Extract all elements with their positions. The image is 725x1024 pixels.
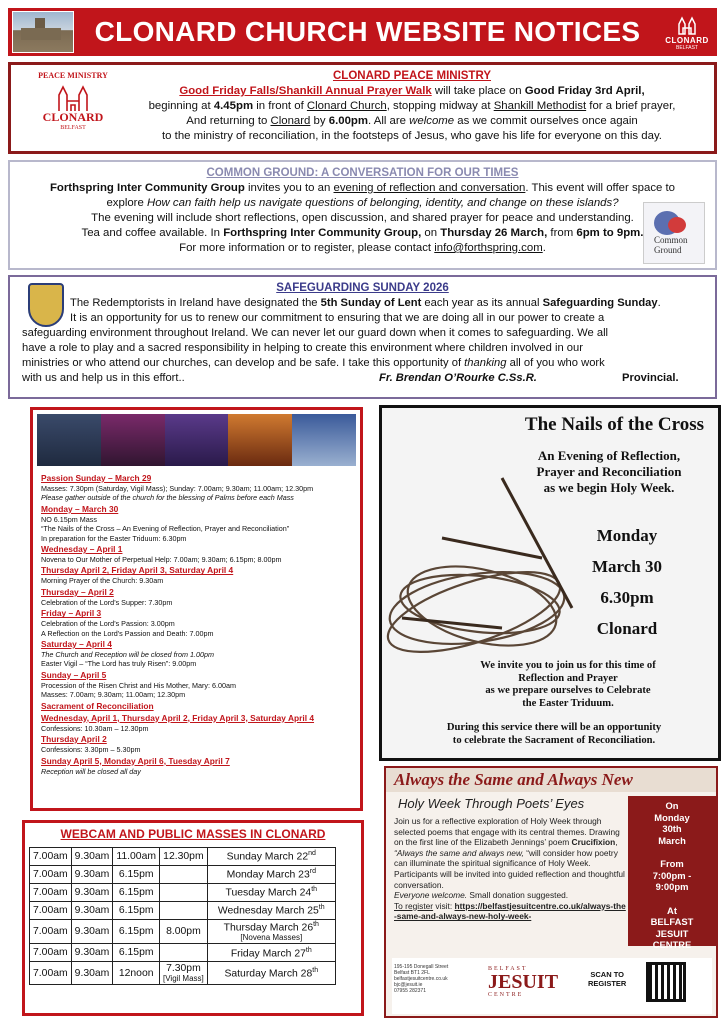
common-logo-text: Common Ground <box>654 235 688 255</box>
mass-time: 11.00am <box>116 851 157 862</box>
holy-week-schedule <box>30 407 363 811</box>
text: on <box>421 227 441 239</box>
text: Thursday 26 March, <box>440 227 548 239</box>
common-line-2 <box>14 196 711 211</box>
text: Monday <box>654 811 690 823</box>
text: visit: <box>433 900 455 911</box>
poets-para-1 <box>394 816 626 890</box>
schedule-line: Confessions: 10.30am – 12.30pm <box>41 723 149 733</box>
holy-week-banner <box>37 414 356 466</box>
text: welcome <box>409 115 455 127</box>
schedule-line: Celebration of the Lord’s Passion: 3.00pm <box>41 619 175 629</box>
poets-header <box>386 768 716 792</box>
mass-time: 7.00am <box>33 926 68 938</box>
text: Safeguarding Sunday <box>542 297 658 309</box>
shankill-methodist-link[interactable]: Shankill Methodist <box>493 100 587 112</box>
peace-line-4: to the ministry of reconciliation, in the footsteps of Jesus, who gave his life for everyone on this day. <box>162 130 662 142</box>
mass-time-cell <box>71 944 113 962</box>
poets-para-3 <box>394 901 626 922</box>
text: 4.45pm <box>213 100 254 112</box>
mass-day-suffix: nd <box>308 850 316 858</box>
church-outline-icon <box>53 83 93 113</box>
text: will take place on <box>431 85 525 97</box>
signature-role: Provincial. <box>622 372 679 384</box>
church-photo <box>12 11 74 53</box>
mass-time: 7.00am <box>33 905 68 916</box>
mass-time: 6.15pm <box>118 887 154 898</box>
common-line-1 <box>14 181 711 196</box>
mass-time-cell <box>160 866 208 884</box>
mass-time-cell <box>71 884 113 902</box>
schedule-note: Please gather outside of the church for the blessing of Palms before each Mass <box>41 493 294 503</box>
poets-event-details <box>628 796 716 950</box>
safeguarding-notice <box>8 275 717 399</box>
evening-link[interactable]: evening of reflection and conversation <box>333 182 526 194</box>
common-ground-notice <box>8 160 717 270</box>
text: Good Friday 3rd April, <box>524 85 645 97</box>
mass-time-cell <box>30 920 72 944</box>
text: “will consider how poetry can illuminate the spiritual significance of Holy Week. Participants will be invited into guided reflection and thoughtful conversation. <box>394 847 625 890</box>
safe-title: SAFEGUARDING SUNDAY 2026 <box>276 282 449 294</box>
mass-day: Monday March 23 <box>226 869 310 881</box>
peace-line-2 <box>115 99 709 114</box>
mass-time: 6.15pm <box>118 926 154 938</box>
text: from <box>547 227 577 239</box>
mass-day-cell <box>207 884 335 902</box>
banner-panel-palm <box>37 414 101 466</box>
text: To register <box>394 900 434 911</box>
nails-invite <box>422 660 714 710</box>
mass-day: Wednesday March 25 <box>217 905 319 917</box>
mass-row <box>30 884 336 902</box>
common-title: COMMON GROUND: A CONVERSATION FOR OUR TIMES <box>206 167 519 179</box>
schedule-heading: Thursday – April 2 <box>41 586 114 597</box>
safe-line-6 <box>22 371 712 386</box>
safe-line-1 <box>22 296 712 311</box>
text: thanking <box>464 357 507 369</box>
common-ground-logo <box>643 202 705 264</box>
church-icon <box>675 14 699 36</box>
mass-day: Saturday March 28 <box>224 968 313 980</box>
text: For more information or to register, please contact <box>179 242 435 254</box>
text: 9:00pm <box>655 881 689 892</box>
text: as we prepare ourselves to Celebrate <box>485 685 651 696</box>
schedule-heading: Passion Sunday – March 29 <box>41 473 152 483</box>
text: . This event will offer space to <box>525 182 676 194</box>
mass-note: [Vigil Mass] <box>163 974 204 984</box>
mass-time-cell <box>71 920 113 944</box>
logo-name: CLONARD <box>665 35 709 45</box>
text: BELFAST <box>650 916 694 927</box>
mass-time: 7.00am <box>33 947 68 959</box>
mass-row <box>30 848 336 866</box>
text: Forthspring Inter Community Group, <box>223 227 422 239</box>
mass-time: 6.15pm <box>118 905 154 916</box>
mass-time: 7.00am <box>33 887 68 898</box>
mass-day: Thursday March 26 <box>223 922 314 934</box>
text: invites you to an <box>244 182 334 194</box>
schedule-line: Masses: 7.00am; 9.30am; 11.00am; 12.30pm <box>41 690 186 700</box>
schedule-heading: Wednesday – April 1 <box>41 544 123 555</box>
text: to celebrate the Sacrament of Reconciliation. <box>452 734 656 746</box>
mass-time-cell <box>30 884 72 902</box>
schedule-line: Novena to Our Mother of Perpetual Help: 7.00am; 9.30am; 6.15pm; 8.00pm <box>41 555 282 565</box>
safe-line-4: have a role to play and a sacred responsibility in helping to create this environment where children involved in our <box>22 342 583 354</box>
page-header <box>8 8 717 56</box>
text: CENTRE <box>488 992 524 998</box>
text: Forthspring Inter Community Group <box>49 182 245 194</box>
banner-panel-crucifix <box>165 414 229 466</box>
text: bjc@jesuit.ie <box>394 982 423 988</box>
text: explore <box>106 197 147 209</box>
schedule-heading: Sunday April 5, Monday April 6, Tuesday April 7 <box>41 755 230 766</box>
mass-row <box>30 920 336 944</box>
mass-time-cell <box>30 866 72 884</box>
mass-time: 9.30am <box>74 851 110 862</box>
text: 7:00pm - <box>652 869 692 881</box>
peace-title: CLONARD PEACE MINISTRY <box>332 70 492 82</box>
text: REGISTER <box>588 979 627 988</box>
text: Small donation suggested. <box>467 890 569 901</box>
text: in front of <box>253 100 307 112</box>
webcam-title: WEBCAM AND PUBLIC MASSES IN CLONARD <box>60 827 326 841</box>
schedule-line: NO 6.15pm Mass <box>41 514 97 524</box>
schedule-line: Confessions: 3.30pm – 5.30pm <box>41 745 141 755</box>
poets-eyes-event <box>384 766 718 1018</box>
nails-title: The Nails of the Cross <box>524 414 704 435</box>
schedule-line: In preparation for the Easter Triduum: 6.30pm <box>41 533 187 543</box>
register-link[interactable]: https://belfastjesuitcentre.co.uk/always-the-same-and-always-new-holy-week- <box>394 900 626 922</box>
text: for a brief prayer, <box>586 100 676 112</box>
text: 07955 282371 <box>394 988 426 994</box>
spacer <box>628 846 716 858</box>
text: as we begin Holy Week. <box>543 480 675 495</box>
mass-row <box>30 866 336 884</box>
safe-title-wrap <box>14 281 711 296</box>
mass-time-cell <box>71 962 113 985</box>
mass-day-cell <box>207 902 335 920</box>
mass-time: 9.30am <box>74 887 110 898</box>
text: 195-195 Donegall Street <box>394 964 449 970</box>
peace-logo-top: PEACE MINISTRY <box>38 71 108 80</box>
text: Crucifixion <box>571 837 616 848</box>
peace-ministry-notice <box>8 62 717 154</box>
schedule-line: Morning Prayer of the Church: 9.30am <box>41 576 164 586</box>
text: 6.00pm <box>328 115 369 127</box>
schedule-line: Celebration of the Lord’s Supper: 7.30pm <box>41 597 173 607</box>
clonard-logo <box>661 9 713 55</box>
safe-line-5 <box>22 356 712 371</box>
mass-time-cell <box>30 944 72 962</box>
poets-para-2 <box>394 890 626 901</box>
mass-time: 6.15pm <box>118 947 154 959</box>
mass-table <box>29 847 336 985</box>
mass-row <box>30 962 336 985</box>
nails-date <box>572 520 682 644</box>
peace-text <box>115 69 709 144</box>
text: , stopping midway at <box>386 100 494 112</box>
text: “Always the same and always new, <box>394 847 524 858</box>
mass-row <box>30 902 336 920</box>
signature: Fr. Brendan O’Rourke C.Ss.R. <box>379 372 537 384</box>
mass-time-cell <box>160 920 208 944</box>
common-line-3: The evening will include short reflections, open discussion, and shared prayer for peace and understanding. <box>91 212 634 224</box>
text: On <box>665 800 679 811</box>
mass-time: 7.30pm <box>166 963 201 975</box>
peace-logo-sub: BELFAST <box>60 125 86 131</box>
qr-code-icon[interactable] <box>646 962 686 1002</box>
mass-day-suffix: rd <box>309 868 316 876</box>
mass-time-cell <box>160 962 208 985</box>
text: And returning to <box>186 115 271 127</box>
mass-time-cell <box>30 902 72 920</box>
peace-line-3 <box>115 114 709 129</box>
mass-time-cell <box>30 848 72 866</box>
mass-day-suffix: th <box>318 904 325 912</box>
safe-line-3: safeguarding environment throughout Ireland. We can never let our guard down when it comes to safeguarding. We all <box>22 327 609 339</box>
page-title: CLONARD CHURCH WEBSITE NOTICES <box>94 16 641 47</box>
text: beginning at <box>148 100 214 112</box>
schedule-line: Easter Vigil – “The Lord has truly Risen”: 9.00pm <box>41 659 197 669</box>
mass-time-cell <box>113 944 160 962</box>
text: Reflection and Prayer <box>518 672 618 684</box>
mass-time-cell <box>113 866 160 884</box>
mass-time-cell <box>160 902 208 920</box>
text: JESUIT <box>655 927 689 939</box>
mass-time: 9.30am <box>74 926 110 938</box>
text: with us and help us in this effort.. <box>22 372 185 384</box>
schedule-line: Procession of the Risen Christ and His Mother, Mary: 6.00am <box>41 680 236 690</box>
mass-time-cell <box>160 944 208 962</box>
text: . <box>542 242 546 254</box>
mass-time: 8.00pm <box>166 926 201 938</box>
mass-time-cell <box>71 902 113 920</box>
nails-of-the-cross-poster <box>379 405 721 761</box>
banner-panel-cross <box>101 414 165 466</box>
peace-logo-mid: CLONARD <box>42 110 104 124</box>
safe-text <box>22 296 712 386</box>
schedule-list <box>41 472 359 776</box>
text: all of you who work <box>506 357 605 369</box>
schedule-heading: Monday – March 30 <box>41 503 119 514</box>
mass-time-cell <box>113 848 160 866</box>
banner-panel-lily <box>292 414 356 466</box>
text: We invite you to join us for this time of <box>480 660 656 671</box>
mass-day-suffix: th <box>305 946 312 954</box>
text: Tea and coffee available. In <box>81 227 224 239</box>
mass-time-cell <box>113 884 160 902</box>
prayer-walk-link[interactable]: Good Friday Falls/Shankill Annual Prayer Walk <box>179 85 432 97</box>
mass-time: 7.00am <box>33 851 68 862</box>
text: CENTRE <box>652 939 692 950</box>
nails-subtitle <box>502 448 716 496</box>
mass-day: Tuesday March 24 <box>225 887 312 899</box>
spacer <box>628 893 716 905</box>
text: 6pm to 9pm. <box>576 227 644 239</box>
schedule-line: A Reflection on the Lord’s Passion and Death: 7.00pm <box>41 628 214 638</box>
mass-day: Friday March 27 <box>230 948 306 960</box>
schedule-heading: Thursday April 2 <box>41 734 107 745</box>
text: the Easter Triduum. <box>522 697 614 709</box>
mass-day-cell <box>207 866 335 884</box>
mass-time: 7.00am <box>33 967 68 979</box>
mass-day-suffix: th <box>312 967 319 975</box>
mass-time: 9.30am <box>74 967 110 979</box>
mass-day-cell <box>207 920 335 944</box>
poets-body <box>394 816 626 922</box>
text: as we commit ourselves once again <box>454 115 638 127</box>
schedule-heading: Sunday – April 5 <box>41 669 107 680</box>
mass-day-cell <box>207 944 335 962</box>
mass-time-cell <box>71 866 113 884</box>
text: belfastjesuitcentre.co.uk <box>394 976 448 982</box>
mass-day-cell <box>207 848 335 866</box>
text: Clonard <box>596 619 658 638</box>
text: March 30 <box>591 557 663 576</box>
schedule-note: The Church and Reception will be closed from 1.00pm <box>41 650 214 660</box>
text: Join us for a reflective exploration of Holy Week through selected poems that engage with its central themes. Drawing on the first line of the Elizabeth Jennings’ poem <box>394 816 620 848</box>
mass-time: 9.30am <box>74 905 110 916</box>
banner-panel-calvary <box>228 414 292 466</box>
mass-time-cell <box>160 884 208 902</box>
mass-time-cell <box>113 920 160 944</box>
peace-ministry-logo <box>25 71 121 151</box>
mass-day-cell <box>207 962 335 985</box>
text: Monday <box>596 526 658 545</box>
email-link[interactable]: info@forthspring.com <box>434 242 543 254</box>
nails-reconciliation <box>394 722 714 747</box>
mass-note: [Novena Masses] <box>240 933 303 943</box>
text: At <box>667 904 677 916</box>
logo-sub: BELFAST <box>676 44 698 51</box>
mass-time: 12noon <box>118 967 154 979</box>
text: BELFAST <box>488 966 528 972</box>
text: How can faith help us navigate questions of belonging, identity, and change on these islands? <box>146 197 619 209</box>
text: Prayer and Reconciliation <box>536 464 682 479</box>
text: by <box>310 115 329 127</box>
mass-time: 12.30pm <box>163 851 204 862</box>
text: March <box>658 834 686 846</box>
jesuit-address <box>394 964 448 994</box>
text: 30th <box>662 823 682 834</box>
mass-time-cell <box>113 962 160 985</box>
schedule-line: “The Nails of the Cross – An Evening of Reflection, Prayer and Reconciliation” <box>41 524 290 534</box>
common-line-5 <box>14 241 711 256</box>
mass-day-suffix: th <box>313 921 319 928</box>
text: . <box>657 297 661 309</box>
schedule-heading: Thursday April 2, Friday April 3, Saturday April 4 <box>41 565 234 576</box>
text: ministries or who attend our churches, can develop and be safe. I take this opportunity of <box>22 357 465 369</box>
common-line-4 <box>14 226 711 241</box>
schedule-heading: Friday – April 3 <box>41 608 102 619</box>
webcam-masses <box>22 820 364 1016</box>
text: SCAN TO <box>590 970 624 979</box>
text: An Evening of Reflection, <box>537 448 681 463</box>
text: each year as its annual <box>421 297 543 309</box>
mass-row <box>30 944 336 962</box>
mass-day-suffix: th <box>311 886 318 894</box>
mass-time: 9.30am <box>74 947 110 959</box>
common-text <box>14 166 711 256</box>
text: , <box>615 837 618 848</box>
text: Everyone welcome. <box>394 890 468 901</box>
mass-day: Sunday March 22 <box>226 851 309 863</box>
text: From <box>660 858 684 869</box>
text: The Redemptorists in Ireland have designated the <box>70 297 321 309</box>
schedule-note: Reception will be closed all day <box>41 766 141 776</box>
scan-to-register <box>588 970 626 988</box>
mass-time-cell <box>71 848 113 866</box>
clonard-church-link[interactable]: Clonard Church <box>306 100 387 112</box>
schedule-heading: Sacrament of Reconciliation <box>41 700 154 711</box>
mass-time: 7.00am <box>33 869 68 880</box>
safe-line-2: It is an opportunity for us to renew our commitment to ensuring that we are doing all in our power to create a <box>70 312 605 324</box>
text: Belfast BT1 2FL <box>394 970 430 976</box>
poets-subtitle: Holy Week Through Poets’ Eyes <box>398 796 585 811</box>
text: During this service there will be an opportunity <box>446 722 662 733</box>
clonard-link[interactable]: Clonard <box>270 115 311 127</box>
mass-time-cell <box>160 848 208 866</box>
mass-time-cell <box>113 902 160 920</box>
peace-line-1 <box>115 84 709 99</box>
text: 5th Sunday of Lent <box>320 297 422 309</box>
logo-shape <box>668 217 686 233</box>
text: . All are <box>368 115 410 127</box>
mass-time-cell <box>30 962 72 985</box>
schedule-heading: Saturday – April 4 <box>41 639 112 650</box>
schedule-line: Masses: 7.30pm (Saturday, Vigil Mass); Sunday: 7.00am; 9.30am; 11.00am; 12.30pm <box>41 484 314 493</box>
poets-title: Always the Same and Always New <box>394 770 633 789</box>
jesuit-centre-logo <box>488 966 558 998</box>
schedule-heading: Wednesday, April 1, Thursday April 2, Friday April 3, Saturday April 4 <box>41 712 315 723</box>
mass-time: 9.30am <box>74 869 110 880</box>
mass-time: 6.15pm <box>118 869 154 880</box>
poets-footer <box>392 958 712 1014</box>
text: 6.30pm <box>600 588 654 607</box>
text: JESUIT <box>488 971 559 993</box>
